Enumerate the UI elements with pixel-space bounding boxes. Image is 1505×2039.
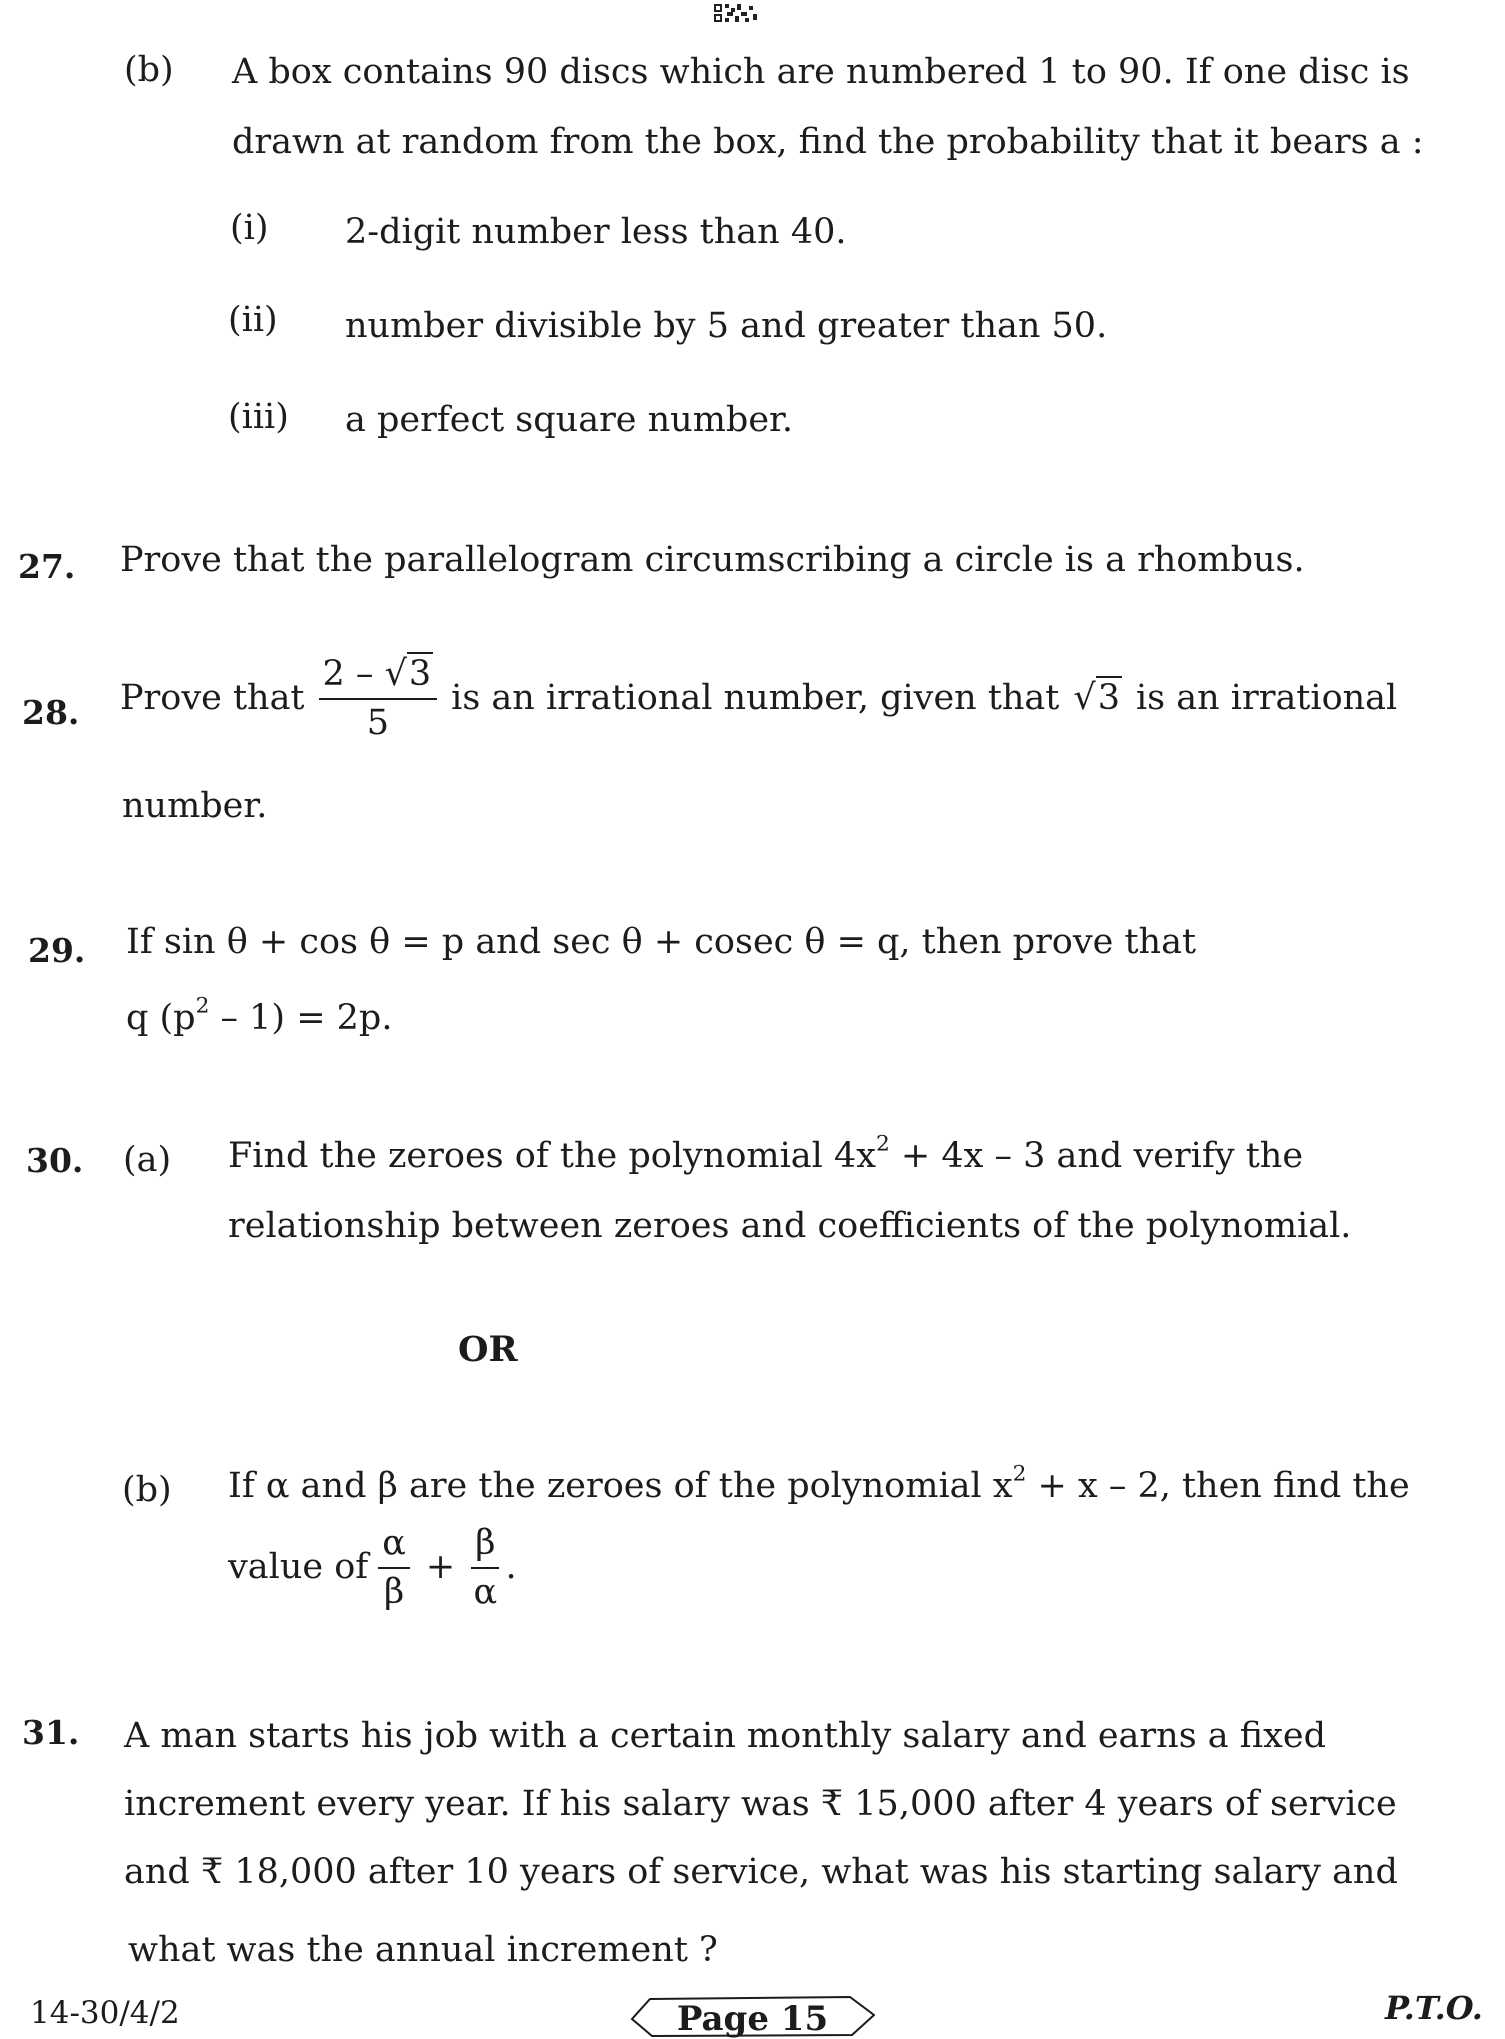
q26b-part-label: (iii) — [228, 397, 289, 437]
q26b-part-text: a perfect square number. — [345, 400, 794, 440]
q30a-label: (a) — [123, 1140, 172, 1180]
q28-prefix: Prove that — [120, 678, 305, 719]
page-number-badge — [630, 1995, 875, 2037]
pto-label: P.T.O. — [1385, 1989, 1483, 2027]
q26b-line2: drawn at random from the box, find the probability that it bears a : — [232, 122, 1424, 162]
q26b-line1: A box contains 90 discs which are numbered 1 to 90. If one disc is — [232, 52, 1410, 92]
q30b-line1: If α and β are the zeroes of the polynomial $x^2 + x - 2$, then find the — [228, 1461, 1410, 1506]
qr-code-icon — [713, 2, 761, 24]
question-number: 27. — [18, 547, 76, 586]
q31-line4: what was the annual increment ? — [128, 1930, 718, 1970]
sqrt-symbol: √3 — [384, 654, 432, 694]
page-number: Page 15 — [676, 1999, 829, 2039]
q27-text: Prove that the parallelogram circumscribing a circle is a rhombus. — [120, 540, 1305, 580]
q30b-label: (b) — [122, 1470, 172, 1510]
question-number: 29. — [28, 931, 86, 970]
q30a-line2: relationship between zeroes and coefficients of the polynomial. — [228, 1206, 1352, 1246]
alpha-over-beta-fraction: $\frac{\alpha}{\beta}$ — [378, 1524, 410, 1611]
q26b-part-label: (ii) — [228, 300, 278, 340]
q28-line1 — [120, 655, 1397, 742]
q31-line3: and ₹ 18,000 after 10 years of service, what was his starting salary and — [124, 1852, 1398, 1892]
question-number: 28. — [22, 693, 80, 732]
q29-line2: q $(p^2 - 1) = 2p$. — [126, 993, 393, 1038]
q28-middle: is an irrational number, given that — [451, 678, 1060, 719]
q26b-part-text: number divisible by 5 and greater than 50. — [345, 306, 1108, 346]
q26b-part-text: 2-digit number less than 40. — [345, 212, 847, 252]
q26b-part-label: (i) — [230, 208, 269, 248]
or-separator: OR — [458, 1329, 518, 1370]
q28-line2: number. — [122, 786, 268, 826]
q26b-label: (b) — [124, 50, 174, 90]
fraction-numerator: 2 – √3 — [319, 655, 438, 700]
q28-suffix: is an irrational — [1135, 678, 1398, 719]
paper-code: 14-30/4/2 — [30, 1995, 180, 2031]
beta-over-alpha-fraction: $\frac{\beta}{\alpha}$ — [471, 1524, 499, 1611]
q28-fraction — [319, 655, 438, 742]
sqrt-symbol: √3 — [1073, 678, 1120, 719]
q29-line1: If sin θ + cos θ = p and sec θ + cosec θ = q, then prove that — [126, 922, 1197, 962]
fraction-denominator: 5 — [366, 702, 389, 743]
question-number: 30. — [26, 1141, 84, 1180]
q30a-line1: Find the zeroes of the polynomial $4x^2 + 4x - 3$ and verify the — [228, 1131, 1304, 1176]
q31-line1: A man starts his job with a certain monthly salary and earns a fixed — [124, 1716, 1326, 1756]
q31-line2: increment every year. If his salary was ₹ 15,000 after 4 years of service — [124, 1784, 1397, 1824]
q30b-line2: value of $\frac{\alpha}{\beta}$ + $\frac{\beta}{\alpha}$ . — [228, 1523, 517, 1612]
question-number: 31. — [22, 1713, 80, 1752]
